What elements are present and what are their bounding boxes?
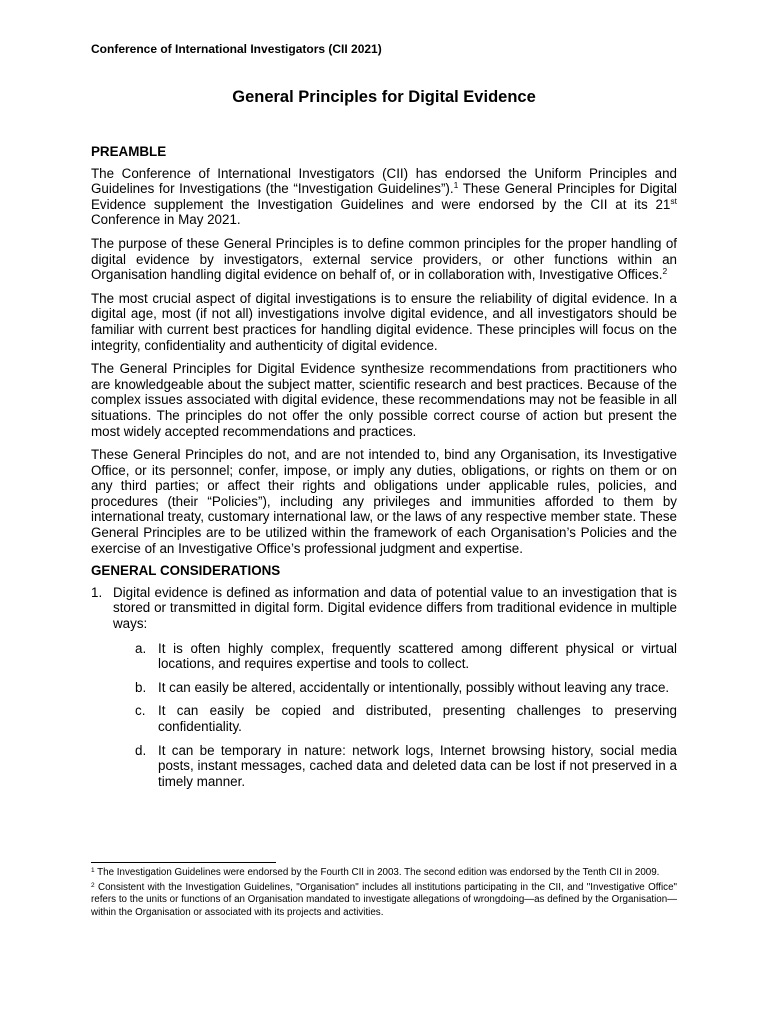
sub-item-d [113,743,677,790]
sub-item-text: It can be temporary in nature: network logs, Internet browsing history, social media posts, instant messages, cached data and deleted data can be lost if not preserved in a timely manner. [158,742,677,789]
sub-item-c [113,703,677,734]
footnote-text: The Investigation Guidelines were endorsed by the Fourth CII in 2003. The second edition was endorsed by the Tenth CII in 2009. [94,867,660,878]
footnote-mark: 2 [91,882,95,890]
footnotes [91,867,677,922]
document-body [91,144,677,797]
sub-item-letter: b. [135,679,147,695]
preamble-paragraph-4: The General Principles for Digital Evidence synthesize recommendations from practitioners who are knowledgeable about the subject matter, scientific research and best practices. Because of the complex issues associated with digital evidence, these recommendations may not be feasible in all situations. The principles do not offer the only possible correct course of action but present the most widely accepted recommendations and practices. [91,361,677,439]
footnote-2 [91,882,677,919]
sub-list [113,641,677,790]
footnote-ref-2[interactable]: 2 [662,266,668,277]
preamble-p1-text-b: These General Principles for Digital Evidence supplement the Investigation Guidelines and were endorsed by the CII at its 21 [91,181,677,212]
preamble-p1-text-c: Conference in May 2021. [91,212,241,228]
preamble-p1-text-a: The Conference of International Investigators (CII) has endorsed the Uniform Principles and Guidelines for Investigations (the “Investigation Guidelines”). [91,165,677,197]
list-item-text: Digital evidence is defined as information and data of potential value to an investigation that is stored or transmitted in digital form. Digital evidence differs from traditional evidence in multiple ways: [113,584,677,632]
sub-item-text: It can easily be copied and distributed, presenting challenges to preserving confidentiality. [158,703,677,734]
footnote-separator [91,862,276,863]
ordinal-suffix: st [670,195,677,206]
list-item-number: 1. [91,584,103,600]
footnote-text: Consistent with the Investigation Guidelines, "Organisation" includes all institutions participating in the CII, and "Investigative Office" refers to the units or functions of an Organisation mandated to investigate allegations of wrongdoing—as defined by the Organisation—within the Organisation or associated with its projects and activities. [91,882,677,918]
document-title: General Principles for Digital Evidence [232,88,536,106]
general-considerations-heading: GENERAL CONSIDERATIONS [91,563,281,579]
sub-item-letter: c. [135,703,146,719]
sub-item-a [113,641,677,672]
running-header: Conference of International Investigators (CII 2021) [91,42,382,56]
footnote-ref-1[interactable]: 1 [453,180,459,191]
sub-item-letter: a. [135,640,147,656]
preamble-paragraph-2 [91,236,677,283]
preamble-paragraph-5: These General Principles do not, and are not intended to, bind any Organisation, its Investigative Office, or its personnel; confer, impose, or imply any duties, obligations, or rights on them or on any third parties; or affect their rights and obligations under applicable rules, policies, and procedures (their “Policies”), including any privileges and immunities afforded to them by international treaty, customary international law, or the laws of any respective member state. These General Principles are to be utilized within the framework of each Organisation’s Policies and the exercise of an Investigative Office’s professional judgment and expertise. [91,447,677,556]
sub-item-text: It can easily be altered, accidentally or intentionally, possibly without leaving any trace. [158,679,670,695]
preamble-paragraph-3: The most crucial aspect of digital investigations is to ensure the reliability of digital evidence. In a digital age, most (if not all) investigations involve digital evidence, and all investigators should be familiar with current best practices for handling digital evidence. These principles will focus on the integrity, confidentiality and authenticity of digital evidence. [91,290,677,353]
sub-item-b [113,680,677,696]
preamble-p2-text: The purpose of these General Principles is to define common principles for the proper handling of digital evidence by investigators, external service providers, or other functions within an Organisation handling digital evidence on behalf of, or in collaboration with, Investigative Offices. [91,235,677,283]
footnote-mark: 1 [91,867,95,874]
sub-item-letter: d. [135,742,147,758]
preamble-paragraph-1 [91,166,677,228]
footnote-1 [91,867,677,879]
sub-item-text: It is often highly complex, frequently scattered among different physical or virtual locations, and requires expertise and tools to collect. [158,640,677,672]
preamble-heading: PREAMBLE [91,144,167,159]
list-item-1 [91,585,677,790]
